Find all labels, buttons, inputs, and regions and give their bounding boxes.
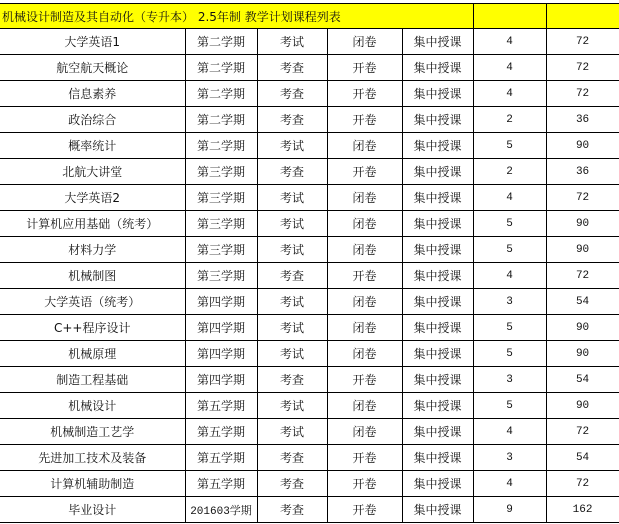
- course-name-cell: 毕业设计: [0, 497, 185, 523]
- exam-format-cell: 闭卷: [327, 211, 402, 237]
- table-row: [0, 445, 619, 471]
- table-row: [0, 159, 619, 185]
- table-row: [0, 29, 619, 55]
- credits-cell: 3: [473, 367, 546, 393]
- course-name-cell: 材料力学: [0, 237, 185, 263]
- assessment-type-cell: 考查: [257, 159, 327, 185]
- hours-cell: 36: [546, 159, 619, 185]
- semester-cell: 第四学期: [185, 367, 257, 393]
- teaching-mode-cell: 集中授课: [402, 289, 473, 315]
- table-row: [0, 419, 619, 445]
- course-name-cell: 航空航天概论: [0, 55, 185, 81]
- course-name-cell: 计算机应用基础（统考）: [0, 211, 185, 237]
- credits-cell: 4: [473, 81, 546, 107]
- credits-cell: 3: [473, 289, 546, 315]
- semester-cell: 第三学期: [185, 159, 257, 185]
- hours-cell: 54: [546, 289, 619, 315]
- course-name-cell: 制造工程基础: [0, 367, 185, 393]
- credits-cell: 4: [473, 263, 546, 289]
- teaching-mode-cell: 集中授课: [402, 367, 473, 393]
- semester-cell: 第四学期: [185, 315, 257, 341]
- course-name-cell: 信息素养: [0, 81, 185, 107]
- semester-cell: 第四学期: [185, 289, 257, 315]
- table-row: [0, 55, 619, 81]
- semester-cell: 第三学期: [185, 211, 257, 237]
- course-name-cell: 大学英语（统考）: [0, 289, 185, 315]
- table-row: [0, 133, 619, 159]
- semester-cell: 第五学期: [185, 419, 257, 445]
- table-row: [0, 81, 619, 107]
- hours-cell: 72: [546, 55, 619, 81]
- assessment-type-cell: 考试: [257, 289, 327, 315]
- exam-format-cell: 闭卷: [327, 289, 402, 315]
- teaching-mode-cell: 集中授课: [402, 81, 473, 107]
- assessment-type-cell: 考查: [257, 497, 327, 523]
- table-row: [0, 315, 619, 341]
- hours-cell: 90: [546, 341, 619, 367]
- teaching-mode-cell: 集中授课: [402, 185, 473, 211]
- course-name-cell: 计算机辅助制造: [0, 471, 185, 497]
- teaching-mode-cell: 集中授课: [402, 341, 473, 367]
- table-row: [0, 367, 619, 393]
- assessment-type-cell: 考试: [257, 29, 327, 55]
- semester-cell: 第二学期: [185, 133, 257, 159]
- credits-cell: 4: [473, 419, 546, 445]
- hours-cell: 90: [546, 315, 619, 341]
- exam-format-cell: 闭卷: [327, 185, 402, 211]
- exam-format-cell: 开卷: [327, 263, 402, 289]
- course-name-cell: 先进加工技术及装备: [0, 445, 185, 471]
- exam-format-cell: 闭卷: [327, 237, 402, 263]
- credits-cell: 3: [473, 445, 546, 471]
- semester-cell: 第三学期: [185, 237, 257, 263]
- semester-cell: 第五学期: [185, 471, 257, 497]
- assessment-type-cell: 考试: [257, 315, 327, 341]
- table-row: [0, 107, 619, 133]
- table-row: [0, 263, 619, 289]
- credits-cell: 5: [473, 237, 546, 263]
- credits-cell: 5: [473, 393, 546, 419]
- teaching-mode-cell: 集中授课: [402, 419, 473, 445]
- course-name-cell: 机械设计: [0, 393, 185, 419]
- teaching-mode-cell: 集中授课: [402, 29, 473, 55]
- table-row: [0, 237, 619, 263]
- table-row: [0, 341, 619, 367]
- semester-cell: 第五学期: [185, 445, 257, 471]
- exam-format-cell: 闭卷: [327, 393, 402, 419]
- hours-cell: 54: [546, 367, 619, 393]
- hours-cell: 72: [546, 263, 619, 289]
- course-name-cell: 北航大讲堂: [0, 159, 185, 185]
- hours-cell: 72: [546, 81, 619, 107]
- assessment-type-cell: 考试: [257, 133, 327, 159]
- exam-format-cell: 闭卷: [327, 133, 402, 159]
- table-row: [0, 471, 619, 497]
- hours-cell: 54: [546, 445, 619, 471]
- hours-cell: 72: [546, 419, 619, 445]
- credits-cell: 5: [473, 315, 546, 341]
- exam-format-cell: 开卷: [327, 159, 402, 185]
- table-row: [0, 289, 619, 315]
- table-title: 机械设计制造及其自动化（专升本） 2.5年制 教学计划课程列表: [0, 4, 473, 29]
- assessment-type-cell: 考查: [257, 107, 327, 133]
- course-name-cell: 机械制图: [0, 263, 185, 289]
- empty-cell: [473, 4, 546, 29]
- teaching-mode-cell: 集中授课: [402, 263, 473, 289]
- title-row: [0, 4, 619, 29]
- semester-cell: 第二学期: [185, 29, 257, 55]
- assessment-type-cell: 考试: [257, 393, 327, 419]
- course-name-cell: 机械制造工艺学: [0, 419, 185, 445]
- course-name-cell: 政治综合: [0, 107, 185, 133]
- table-row: [0, 497, 619, 523]
- teaching-mode-cell: 集中授课: [402, 107, 473, 133]
- teaching-mode-cell: 集中授课: [402, 445, 473, 471]
- assessment-type-cell: 考试: [257, 419, 327, 445]
- exam-format-cell: 开卷: [327, 497, 402, 523]
- credits-cell: 4: [473, 55, 546, 81]
- semester-cell: 第二学期: [185, 81, 257, 107]
- hours-cell: 72: [546, 471, 619, 497]
- credits-cell: 4: [473, 29, 546, 55]
- credits-cell: 5: [473, 341, 546, 367]
- teaching-mode-cell: 集中授课: [402, 237, 473, 263]
- exam-format-cell: 闭卷: [327, 341, 402, 367]
- credits-cell: 2: [473, 159, 546, 185]
- assessment-type-cell: 考试: [257, 211, 327, 237]
- teaching-mode-cell: 集中授课: [402, 497, 473, 523]
- exam-format-cell: 开卷: [327, 55, 402, 81]
- assessment-type-cell: 考试: [257, 185, 327, 211]
- assessment-type-cell: 考查: [257, 471, 327, 497]
- teaching-mode-cell: 集中授课: [402, 133, 473, 159]
- table-row: [0, 393, 619, 419]
- assessment-type-cell: 考查: [257, 263, 327, 289]
- hours-cell: 162: [546, 497, 619, 523]
- teaching-mode-cell: 集中授课: [402, 159, 473, 185]
- hours-cell: 90: [546, 393, 619, 419]
- assessment-type-cell: 考查: [257, 367, 327, 393]
- hours-cell: 72: [546, 29, 619, 55]
- course-plan-table: [0, 3, 619, 523]
- semester-cell: 第三学期: [185, 263, 257, 289]
- assessment-type-cell: 考试: [257, 341, 327, 367]
- credits-cell: 2: [473, 107, 546, 133]
- exam-format-cell: 闭卷: [327, 29, 402, 55]
- semester-cell: 第二学期: [185, 107, 257, 133]
- course-name-cell: 大学英语1: [0, 29, 185, 55]
- semester-cell: 第三学期: [185, 185, 257, 211]
- exam-format-cell: 开卷: [327, 445, 402, 471]
- exam-format-cell: 开卷: [327, 367, 402, 393]
- semester-cell: 第四学期: [185, 341, 257, 367]
- credits-cell: 4: [473, 471, 546, 497]
- teaching-mode-cell: 集中授课: [402, 393, 473, 419]
- teaching-mode-cell: 集中授课: [402, 471, 473, 497]
- table-row: [0, 211, 619, 237]
- hours-cell: 90: [546, 211, 619, 237]
- teaching-mode-cell: 集中授课: [402, 211, 473, 237]
- course-name-cell: C++程序设计: [0, 315, 185, 341]
- empty-cell: [546, 4, 619, 29]
- assessment-type-cell: 考查: [257, 81, 327, 107]
- semester-cell: 第五学期: [185, 393, 257, 419]
- credits-cell: 5: [473, 211, 546, 237]
- assessment-type-cell: 考查: [257, 55, 327, 81]
- hours-cell: 36: [546, 107, 619, 133]
- exam-format-cell: 开卷: [327, 471, 402, 497]
- course-name-cell: 大学英语2: [0, 185, 185, 211]
- credits-cell: 4: [473, 185, 546, 211]
- course-name-cell: 概率统计: [0, 133, 185, 159]
- teaching-mode-cell: 集中授课: [402, 55, 473, 81]
- semester-cell: 201603学期: [185, 497, 257, 523]
- credits-cell: 5: [473, 133, 546, 159]
- hours-cell: 72: [546, 185, 619, 211]
- table-row: [0, 185, 619, 211]
- exam-format-cell: 闭卷: [327, 419, 402, 445]
- exam-format-cell: 闭卷: [327, 315, 402, 341]
- credits-cell: 9: [473, 497, 546, 523]
- teaching-mode-cell: 集中授课: [402, 315, 473, 341]
- semester-cell: 第二学期: [185, 55, 257, 81]
- exam-format-cell: 开卷: [327, 107, 402, 133]
- hours-cell: 90: [546, 237, 619, 263]
- exam-format-cell: 开卷: [327, 81, 402, 107]
- assessment-type-cell: 考试: [257, 237, 327, 263]
- course-name-cell: 机械原理: [0, 341, 185, 367]
- hours-cell: 90: [546, 133, 619, 159]
- assessment-type-cell: 考查: [257, 445, 327, 471]
